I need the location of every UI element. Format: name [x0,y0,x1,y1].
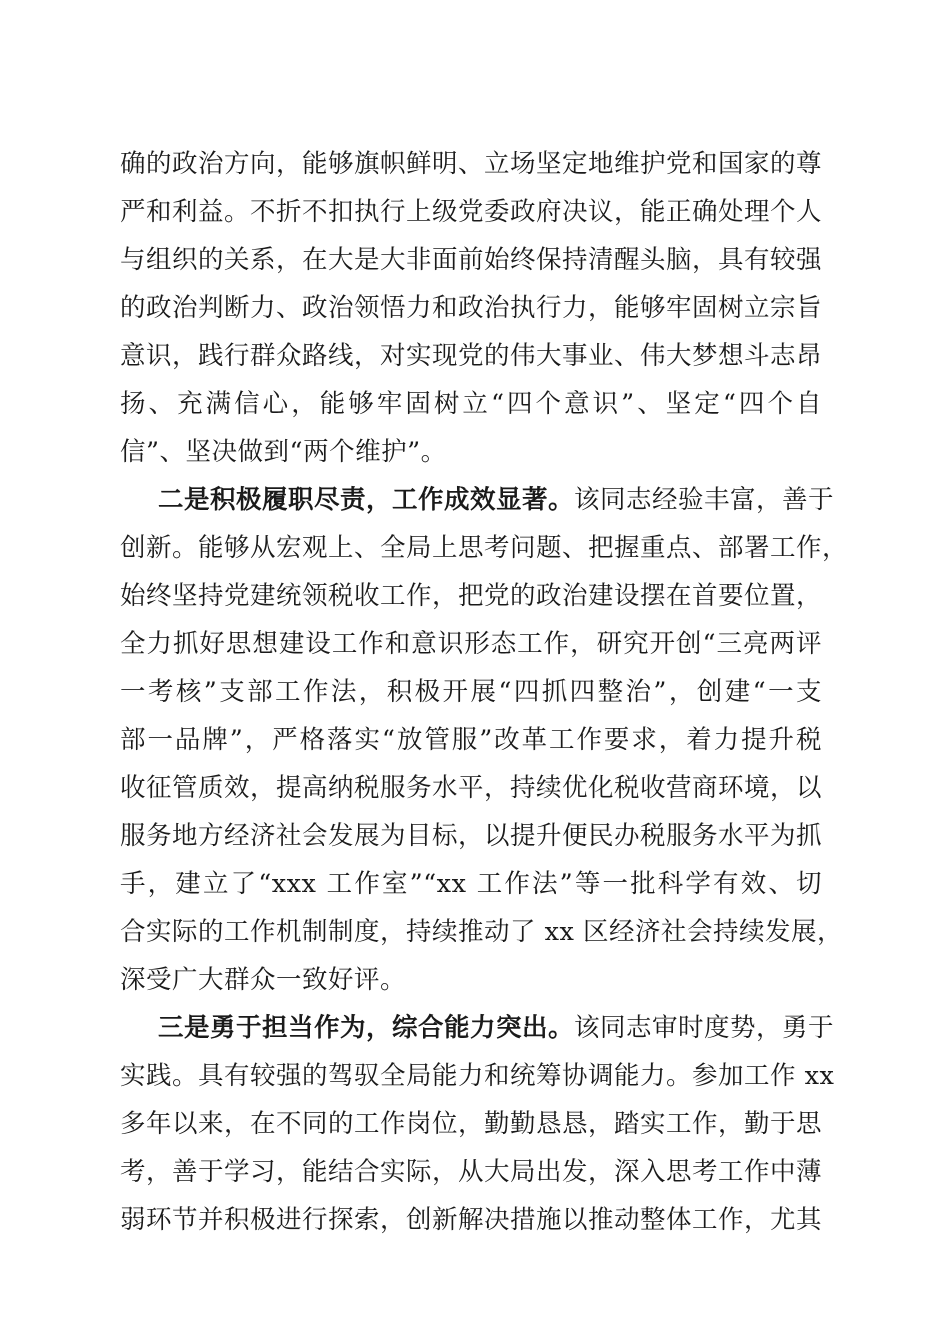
paragraph-2-line-6: 部一品牌”，严格落实“放管服”改革工作要求，着力提升税 [120,725,822,755]
paragraph-1-line-3: 与组织的关系，在大是大非面前始终保持清醒头脑，具有较强 [120,245,823,275]
paragraph-2-line-2: 创新。能够从宏观上、全局上思考问题、把握重点、部署工作， [120,533,849,563]
paragraph-2-line-11: 深受广大群众一致好评。 [120,965,407,995]
paragraph-3-first-line [158,1008,835,1048]
paragraph-1-line-1: 确的政治方向，能够旗帜鲜明、立场坚定地维护党和国家的尊 [120,149,823,179]
paragraph-3-heading: 三是勇于担当作为，综合能力突出。 [158,1013,575,1043]
paragraph-3-first-line-text: 该同志审时度势，勇于 [574,1013,835,1043]
paragraph-1-line-5: 意识，践行群众路线，对实现党的伟大事业、伟大梦想斗志昂 [120,341,823,371]
paragraph-2-line-5: 一考核”支部工作法，积极开展“四抓四整治”，创建“一支 [120,677,822,707]
paragraph-2-line-4: 全力抓好思想建设工作和意识形态工作，研究开创“三亮两评 [120,629,822,659]
paragraph-2-line-7: 收征管质效，提高纳税服务水平，持续优化税收营商环境，以 [120,773,823,803]
paragraph-1-line-4: 的政治判断力、政治领悟力和政治执行力，能够牢固树立宗旨 [120,293,823,323]
paragraph-1-line-6: 扬、充满信心，能够牢固树立“四个意识”、坚定“四个自 [120,389,822,419]
paragraph-2-first-line-text: 该同志经验丰富，善于 [574,485,835,515]
paragraph-2-first-line [158,480,835,520]
paragraph-2-line-9: 手，建立了“xxx 工作室”“xx 工作法”等一批科学有效、切 [120,869,822,899]
paragraph-1-line-2: 严和利益。不折不扣执行上级党委政府决议，能正确处理个人 [120,197,823,227]
paragraph-2-line-10: 合实际的工作机制制度，持续推动了 xx 区经济社会持续发展， [120,917,843,947]
paragraph-2-line-3: 始终坚持党建统领税收工作，把党的政治建设摆在首要位置， [120,581,823,611]
paragraph-3-line-5: 弱环节并积极进行探索，创新解决措施以推动整体工作，尤其 [120,1205,823,1235]
paragraph-2-heading: 二是积极履职尽责，工作成效显著。 [158,485,575,515]
paragraph-3-line-2: 实践。具有较强的驾驭全局能力和统筹协调能力。参加工作 xx [120,1061,835,1091]
paragraph-3-line-3: 多年以来，在不同的工作岗位，勤勤恳恳，踏实工作，勤于思 [120,1109,823,1139]
paragraph-1-line-7: 信”、坚决做到“两个维护”。 [120,437,447,467]
paragraph-3-line-4: 考，善于学习，能结合实际，从大局出发，深入思考工作中薄 [120,1157,823,1187]
paragraph-2-line-8: 服务地方经济社会发展为目标，以提升便民办税服务水平为抓 [120,821,823,851]
